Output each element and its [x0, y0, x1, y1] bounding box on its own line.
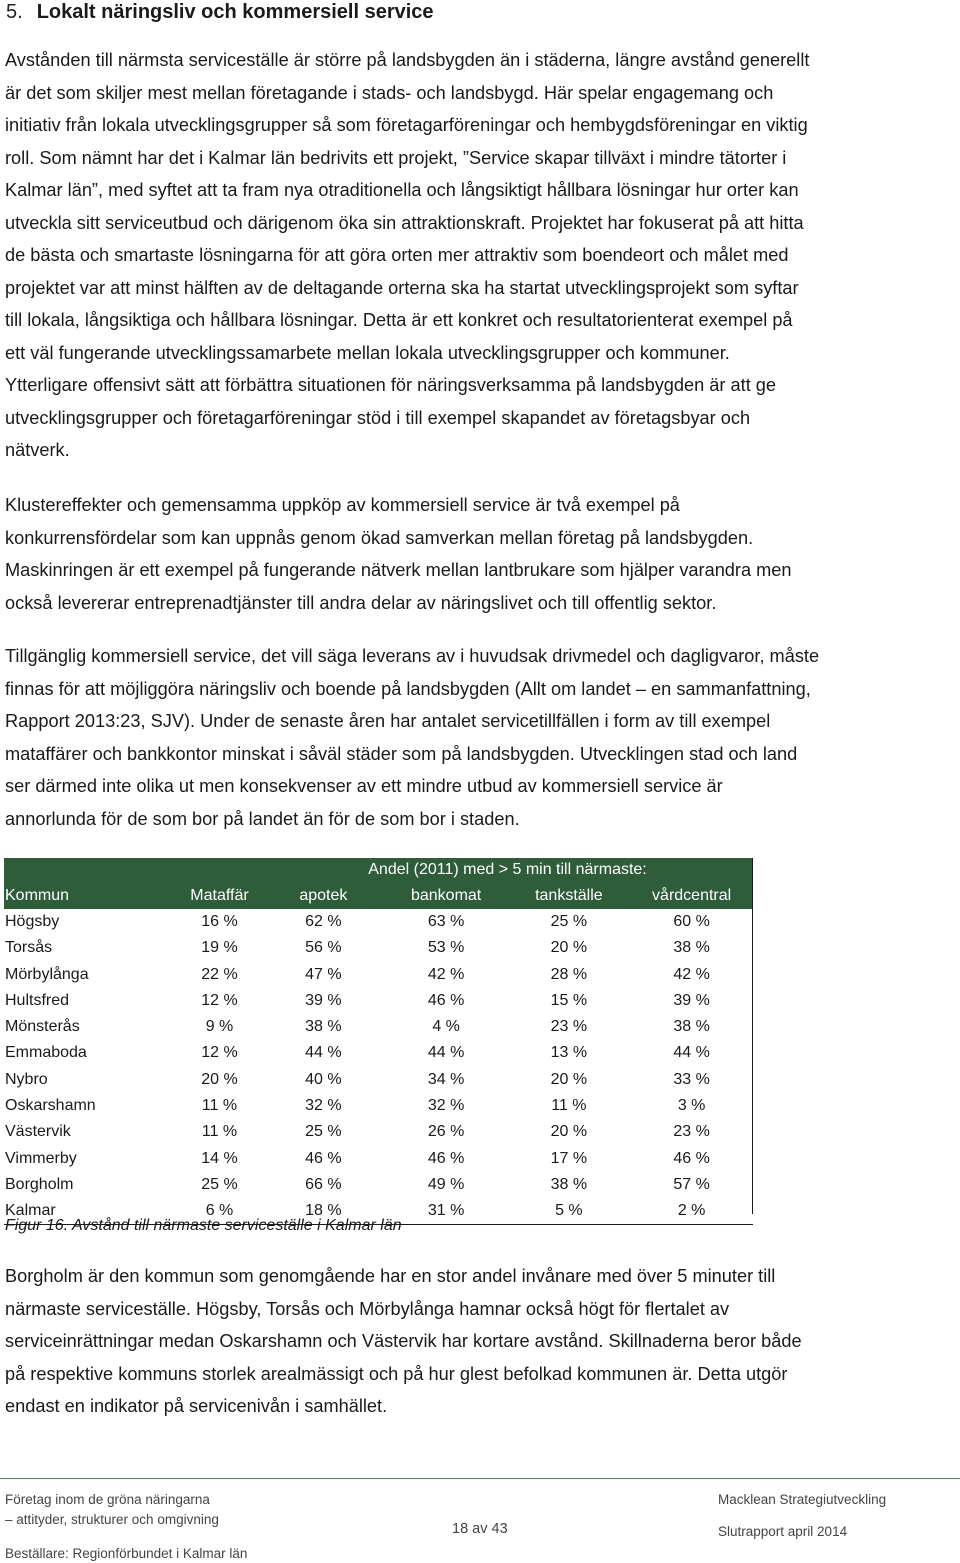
table-row [4, 935, 753, 961]
table-cell-value: 18 % [262, 1198, 385, 1224]
paragraph-line: Rapport 2013:23, SJV). Under de senaste åren har antalet servicetillfällen i form av till exempel [5, 711, 771, 731]
table-cell-value: 34 % [385, 1067, 508, 1093]
table-cell-kommun: Torsås [4, 935, 177, 961]
table-cell-kommun: Kalmar [4, 1198, 177, 1224]
table-cell-value: 66 % [262, 1172, 385, 1198]
paragraph-line: nätverk. [5, 440, 70, 460]
table-cell-kommun: Högsby [4, 909, 177, 935]
table-row [4, 1172, 753, 1198]
table-cell-value: 53 % [385, 935, 508, 961]
paragraph-line: är det som skiljer mest mellan företagande i stads- och landsbygd. Här spelar engagemang och [5, 82, 774, 103]
table-group-header-row [4, 858, 753, 883]
table-cell-value: 60 % [630, 909, 753, 935]
paragraph-line: ett väl fungerande utvecklingssamarbete mellan lokala utvecklingsgrupper och kommuner. [5, 342, 730, 363]
table-cell-value: 46 % [262, 1146, 385, 1172]
table-cell-kommun: Mörbylånga [4, 962, 177, 988]
footer-right-line2: Slutrapport april 2014 [718, 1524, 848, 1539]
table-cell-kommun: Emmaboda [4, 1041, 177, 1067]
figure-caption: Figur 16. Avstånd till närmaste serviceställe i Kalmar län [5, 1217, 402, 1234]
table-cell-value: 46 % [630, 1146, 753, 1172]
table-cell-kommun: Oskarshamn [4, 1093, 177, 1119]
paragraph-line: finnas för att möjliggöra näringsliv och boende på landsbygden (Allt om landet – en sammanfattning, [5, 678, 811, 699]
table-cell-value: 42 % [630, 962, 753, 988]
table-cell-kommun: Nybro [4, 1067, 177, 1093]
table-row [4, 1093, 753, 1119]
table-cell-value: 46 % [385, 1146, 508, 1172]
table-cell-value: 62 % [262, 909, 385, 935]
table-row [4, 988, 753, 1014]
footer-left-line2: – attityder, strukturer och omgivning [5, 1512, 219, 1527]
paragraph-line: Ytterligare offensivt sätt att förbättra situationen för näringsverksamma på landsbygden är att ge [5, 375, 777, 395]
paragraph-line: utveckla sitt serviceutbud och därigenom öka sin attraktionskraft. Projektet har fokuserat på att hitta [5, 212, 804, 233]
table-cell-value: 22 % [177, 962, 262, 988]
table-cell-value: 20 % [177, 1067, 262, 1093]
table-cell-value: 28 % [508, 962, 631, 988]
section-title: Lokalt näringsliv och kommersiell service [36, 1, 434, 23]
table-cell-value: 31 % [385, 1198, 508, 1224]
paragraph-line: roll. Som nämnt har det i Kalmar län bedrivits ett projekt, ”Service skapar tillväxt i mindre tätorter i [5, 147, 787, 168]
paragraph-line: Klustereffekter och gemensamma uppköp av kommersiell service är två exempel på [5, 495, 680, 515]
table-row [4, 1146, 753, 1172]
paragraph-line: ser därmed inte olika ut men konsekvenser av ett mindre utbud av kommersiell service är [5, 776, 723, 796]
paragraph-line: initiativ från lokala utvecklingsgrupper så som företagarföreningar och hembygdsföreningar en viktig [5, 115, 808, 135]
table-cell-value: 11 % [177, 1119, 262, 1145]
table-right-border [752, 858, 753, 1214]
table-row [4, 1119, 753, 1145]
table-cell-value: 20 % [508, 935, 631, 961]
table-cell-value: 39 % [262, 988, 385, 1014]
table-cell-kommun: Hultsfred [4, 988, 177, 1014]
table-column-header: Mataffär [177, 883, 262, 909]
table-cell-value: 25 % [262, 1119, 385, 1145]
paragraph-line: Tillgänglig kommersiell service, det vill säga leverans av i huvudsak drivmedel och dagligvaror, måste [5, 646, 820, 666]
table-cell-kommun: Vimmerby [4, 1146, 177, 1172]
footer-left-line3: Beställare: Regionförbundet i Kalmar län [5, 1546, 248, 1561]
table-cell-value: 13 % [508, 1041, 631, 1067]
table-cell-value: 15 % [508, 988, 631, 1014]
table-cell-value: 44 % [630, 1041, 753, 1067]
footer-page-number: 18 av 43 [452, 1521, 508, 1537]
table-cell-value: 32 % [262, 1093, 385, 1119]
paragraph-line: Maskinringen är ett exempel på fungerande nätverk mellan lantbrukare som hjälper varandra men [5, 560, 792, 580]
table-column-header: vårdcentral [630, 883, 753, 909]
table-cell-value: 3 % [630, 1093, 753, 1119]
footer-left-line1: Företag inom de gröna näringarna [5, 1492, 210, 1507]
table-cell-value: 39 % [630, 988, 753, 1014]
table-cell-value: 23 % [630, 1119, 753, 1145]
table-cell-value: 44 % [262, 1041, 385, 1067]
table-cell-kommun: Mönsterås [4, 1014, 177, 1040]
table-cell-value: 32 % [385, 1093, 508, 1119]
table-row [4, 1067, 753, 1093]
paragraph-line: Kalmar län”, med syftet att ta fram nya otraditionella och långsiktigt hållbara lösningar hur orter kan [5, 180, 799, 200]
table-cell-value: 11 % [508, 1093, 631, 1119]
section-number: 5. [6, 1, 23, 23]
table-cell-value: 47 % [262, 962, 385, 988]
table-column-header: Kommun [4, 883, 177, 909]
table-cell-value: 20 % [508, 1119, 631, 1145]
table-column-header: bankomat [385, 883, 508, 909]
table-cell-value: 25 % [508, 909, 631, 935]
table-column-header: tankställe [508, 883, 631, 909]
table-cell-value: 38 % [262, 1014, 385, 1040]
table-cell-value: 19 % [177, 935, 262, 961]
paragraph-3 [5, 640, 819, 835]
paragraph-line: på respektive kommuns storlek arealmässigt och på hur glest befolkad kommunen är. Detta utgör [5, 1363, 788, 1384]
paragraph-line: serviceinrättningar medan Oskarshamn och Västervik har kortare avstånd. Skillnaderna beror både [5, 1331, 802, 1351]
paragraph-line: de bästa och smartaste lösningarna för att göra orten mer attraktiv som boendeort och målet med [5, 245, 789, 265]
paragraph-line: utvecklingsgrupper och företagarföreningar stöd i till exempel skapandet av företagsbyar och [5, 407, 751, 428]
section-heading [6, 0, 434, 24]
table-cell-value: 4 % [385, 1014, 508, 1040]
table-cell-value: 63 % [385, 909, 508, 935]
paragraph-line: till lokala, långsiktiga och hållbara lösningar. Detta är ett konkret och resultatorienterat exempel på [5, 310, 793, 330]
table-cell-value: 14 % [177, 1146, 262, 1172]
table-cell-value: 40 % [262, 1067, 385, 1093]
table-cell-kommun: Borgholm [4, 1172, 177, 1198]
table-cell-value: 38 % [630, 935, 753, 961]
paragraph-line: Avstånden till närmsta serviceställe är större på landsbygden än i städerna, längre avstånd generellt [5, 50, 810, 70]
paragraph-line: Borgholm är den kommun som genomgående har en stor andel invånare med över 5 minuter till [5, 1266, 776, 1286]
table-group-header: Andel (2011) med > 5 min till närmaste: [262, 858, 753, 883]
table-row [4, 909, 753, 935]
paragraph-line: annorlunda för de som bor på landet än för de som bor i staden. [5, 808, 520, 829]
table-cell-value: 11 % [177, 1093, 262, 1119]
paragraph-1 [5, 44, 809, 467]
table-cell-kommun: Västervik [4, 1119, 177, 1145]
table-cell-value: 16 % [177, 909, 262, 935]
paragraph-line: mataffärer och bankkontor minskat i såväl städer som på landsbygden. Utvecklingen stad och land [5, 743, 798, 764]
table-cell-value: 2 % [630, 1198, 753, 1224]
table-cell-value: 42 % [385, 962, 508, 988]
paragraph-line: endast en indikator på servicenivån i samhället. [5, 1396, 388, 1416]
table-cell-value: 5 % [508, 1198, 631, 1224]
footer-right-line1: Macklean Strategiutveckling [718, 1492, 887, 1507]
table-cell-value: 6 % [177, 1198, 262, 1224]
table-cell-value: 23 % [508, 1014, 631, 1040]
table-cell-value: 56 % [262, 935, 385, 961]
table-cell-value: 9 % [177, 1014, 262, 1040]
table-cell-value: 46 % [385, 988, 508, 1014]
paragraph-4 [5, 1260, 802, 1423]
paragraph-line: konkurrensfördelar som kan uppnås genom ökad samverkan mellan företag på landsbygden. [5, 527, 754, 548]
table-cell-value: 26 % [385, 1119, 508, 1145]
table-cell-value: 44 % [385, 1041, 508, 1067]
table-cell-value: 49 % [385, 1172, 508, 1198]
table-row [4, 962, 753, 988]
table-cell-value: 12 % [177, 1041, 262, 1067]
paragraph-2 [5, 489, 792, 619]
table-cell-value: 12 % [177, 988, 262, 1014]
paragraph-line: också levererar entreprenadtjänster till andra delar av näringslivet och till offentlig sektor. [5, 592, 717, 613]
paragraph-line: närmaste serviceställe. Högsby, Torsås och Mörbylånga hamnar också högt för flertalet av [5, 1298, 730, 1319]
paragraph-line: projektet var att minst hälften av de deltagande orterna ska ha startat utvecklingsprojekt som syftar [5, 277, 799, 298]
table-column-header-row [4, 883, 753, 909]
table-cell-value: 38 % [630, 1014, 753, 1040]
table-cell-value: 20 % [508, 1067, 631, 1093]
table-row [4, 1014, 753, 1040]
service-distance-table [4, 858, 753, 1225]
table-cell-value: 17 % [508, 1146, 631, 1172]
table-column-header: apotek [262, 883, 385, 909]
table-cell-value: 25 % [177, 1172, 262, 1198]
table-row [4, 1041, 753, 1067]
footer-rule [0, 1478, 960, 1479]
table-cell-value: 38 % [508, 1172, 631, 1198]
table-cell-value: 57 % [630, 1172, 753, 1198]
table-cell-value: 33 % [630, 1067, 753, 1093]
